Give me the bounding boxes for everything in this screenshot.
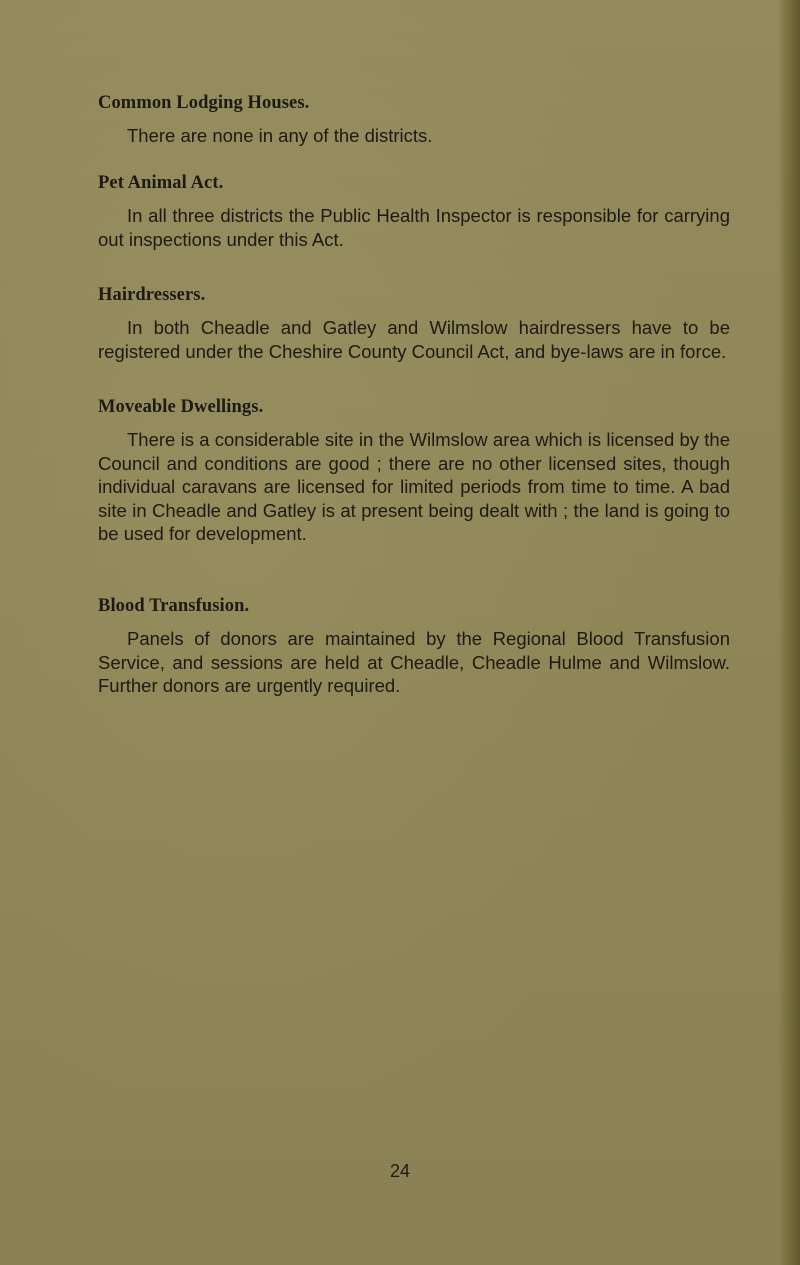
section-hairdressers (98, 282, 730, 363)
section-heading: Common Lodging Houses. (98, 93, 310, 113)
section-paragraph: In both Cheadle and Gatley and Wilmslow hairdressers have to be registered under the Cheshire County Council Act, and bye-laws are in force. (98, 317, 730, 362)
section-heading: Moveable Dwellings. (98, 397, 264, 417)
section-moveable-dwellings (98, 394, 730, 546)
section-pet-animal-act (98, 170, 730, 251)
section-paragraph: There are none in any of the districts. (127, 125, 433, 146)
section-heading: Pet Animal Act. (98, 173, 224, 193)
section-heading: Hairdressers. (98, 285, 206, 305)
page-edge-shadow (778, 0, 800, 1265)
section-blood-transfusion (98, 593, 730, 698)
section-heading: Blood Transfusion. (98, 596, 250, 616)
section-paragraph: There is a considerable site in the Wilmslow area which is licensed by the Council and conditions are good ; there are no other licensed sites, though individual caravans are licensed for limited periods from time to time. A bad site in Cheadle and Gatley is at present being dealt with ; the land is going to be used for development. (98, 429, 730, 544)
section-paragraph: In all three districts the Public Health Inspector is responsible for carrying out inspections under this Act. (98, 205, 730, 250)
page-number: 24 (389, 1161, 411, 1181)
section-paragraph: Panels of donors are maintained by the Regional Blood Transfusion Service, and sessions are held at Cheadle, Cheadle Hulme and Wilmslow. Further donors are urgently required. (98, 628, 730, 696)
section-common-lodging-houses (98, 90, 432, 148)
